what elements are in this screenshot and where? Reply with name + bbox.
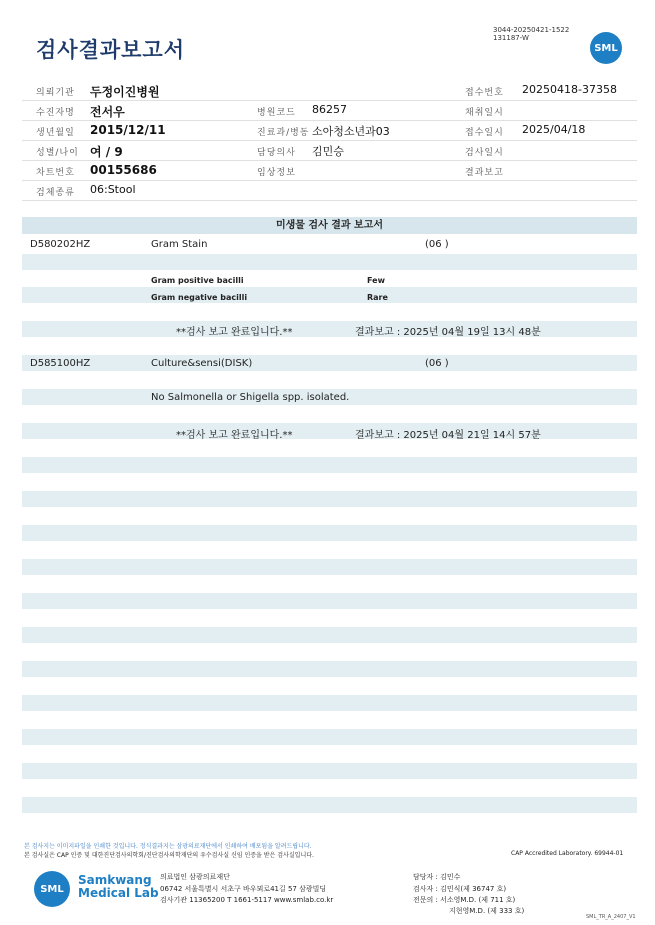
info-value: 2025/04/18 (522, 123, 586, 136)
address: 06742 서울특별시 서초구 바우뫼로41길 57 삼광빌딩 (160, 885, 327, 893)
document-id (493, 26, 569, 42)
manager-signature: 담당자 : 김민수 (413, 873, 461, 881)
info-value: 김민승 (312, 145, 344, 158)
specimen-code: (06 ) (425, 239, 449, 250)
table-row-stripe (22, 627, 637, 643)
gram-negative-value: Rare (367, 293, 388, 302)
table-row-stripe (22, 763, 637, 779)
report-timestamp: 결과보고 : 2025년 04월 19일 13시 48분 (355, 327, 541, 338)
info-label: 수진자명 (36, 108, 75, 118)
info-row (22, 140, 637, 161)
info-row (22, 80, 637, 101)
test-code: D585100HZ (30, 358, 91, 369)
info-label: 채취일시 (465, 108, 504, 118)
info-value: 두정이진병원 (90, 85, 160, 99)
cap-accreditation: CAP Accredited Laboratory. 69944-01 (511, 850, 624, 857)
accreditation-notice: 본 검사실은 CAP 인증 및 대한진단검사의학회/진단검사의학재단의 우수검사실 신임 인증을 받은 검사실입니다. (24, 852, 314, 859)
foundation-name: 의료법인 삼광의료재단 (160, 873, 230, 881)
info-label: 차트번호 (36, 168, 75, 178)
test-code: D580202HZ (30, 239, 91, 250)
table-row-stripe (22, 423, 637, 439)
page-title: 검사결과보고서 (36, 38, 186, 62)
document-id-line2: 131187-W (493, 34, 529, 42)
info-row (22, 160, 637, 181)
info-value: 00155686 (90, 163, 157, 177)
info-row (22, 180, 637, 201)
table-row-stripe (22, 287, 637, 303)
table-row-stripe (22, 355, 637, 371)
sml-logo-footer: SML (34, 871, 70, 907)
info-label: 생년월일 (36, 128, 75, 138)
info-label: 검체종류 (36, 188, 75, 198)
table-row-stripe (22, 457, 637, 473)
info-label: 접수번호 (465, 88, 504, 98)
info-label: 성별/나이 (36, 148, 79, 158)
info-label: 의뢰기관 (36, 88, 75, 98)
info-label: 진료과/병동 (257, 128, 310, 138)
tester-signature: 검사자 : 김민식(제 36747 호) (413, 885, 507, 893)
table-row-stripe (22, 593, 637, 609)
table-row-stripe (22, 321, 637, 337)
info-row (22, 100, 637, 121)
table-row-stripe (22, 797, 637, 813)
brand-line1: Samkwang (78, 873, 152, 887)
info-value: 소아청소년과03 (312, 125, 390, 138)
info-value: 여 / 9 (90, 145, 123, 159)
info-value: 2015/12/11 (90, 123, 166, 137)
sml-logo: SML (590, 32, 622, 64)
specialist-signature: 전문의 : 서소영M.D. (제 711 호) (413, 896, 516, 904)
report-heading: 미생물 검사 결과 보고서 (22, 217, 637, 234)
report-complete-note: **검사 보고 완료입니다.** (176, 430, 293, 441)
gram-positive-value: Few (367, 276, 385, 285)
culture-result: No Salmonella or Shigella spp. isolated. (151, 392, 350, 403)
test-name: Gram Stain (151, 239, 208, 250)
table-row-stripe (22, 695, 637, 711)
table-row-stripe (22, 559, 637, 575)
info-value: 전서우 (90, 105, 125, 119)
report-complete-note: **검사 보고 완료입니다.** (176, 327, 293, 338)
gram-negative-label: Gram negative bacilli (151, 293, 248, 302)
info-value: 86257 (312, 103, 347, 116)
table-row-stripe (22, 661, 637, 677)
specimen-code: (06 ) (425, 358, 449, 369)
info-label: 담당의사 (257, 148, 296, 158)
report-timestamp: 결과보고 : 2025년 04월 21일 14시 57분 (355, 430, 541, 441)
table-row-stripe (22, 491, 637, 507)
info-label: 병원코드 (257, 108, 296, 118)
specialist-signature-2: 지현영M.D. (제 333 호) (449, 907, 525, 915)
info-label: 결과보고 (465, 168, 504, 178)
info-label: 임상정보 (257, 168, 296, 178)
print-notice: 본 검사지는 이미지파일을 인쇄한 것입니다. 정식결과지는 삼광의료재단에서 인쇄하여 배포됨을 알려드립니다. (24, 843, 312, 850)
brand-line2: Medical Lab (78, 886, 159, 900)
contact-info: 검사기관 11365200 T 1661-5117 www.smlab.co.kr (160, 896, 334, 904)
info-label: 검사일시 (465, 148, 504, 158)
info-value: 06:Stool (90, 183, 136, 196)
table-row-stripe (22, 254, 637, 270)
info-row (22, 120, 637, 141)
brand-name (78, 874, 159, 900)
form-code: SML_TR_A_2407_V1 (586, 914, 636, 920)
document-id-line1: 3044-20250421-1522 (493, 26, 570, 34)
table-row-stripe (22, 729, 637, 745)
info-label: 접수일시 (465, 128, 504, 138)
gram-positive-label: Gram positive bacilli (151, 276, 244, 285)
info-value: 20250418-37358 (522, 83, 617, 96)
test-name: Culture&sensi(DISK) (151, 358, 253, 369)
table-row-stripe (22, 525, 637, 541)
